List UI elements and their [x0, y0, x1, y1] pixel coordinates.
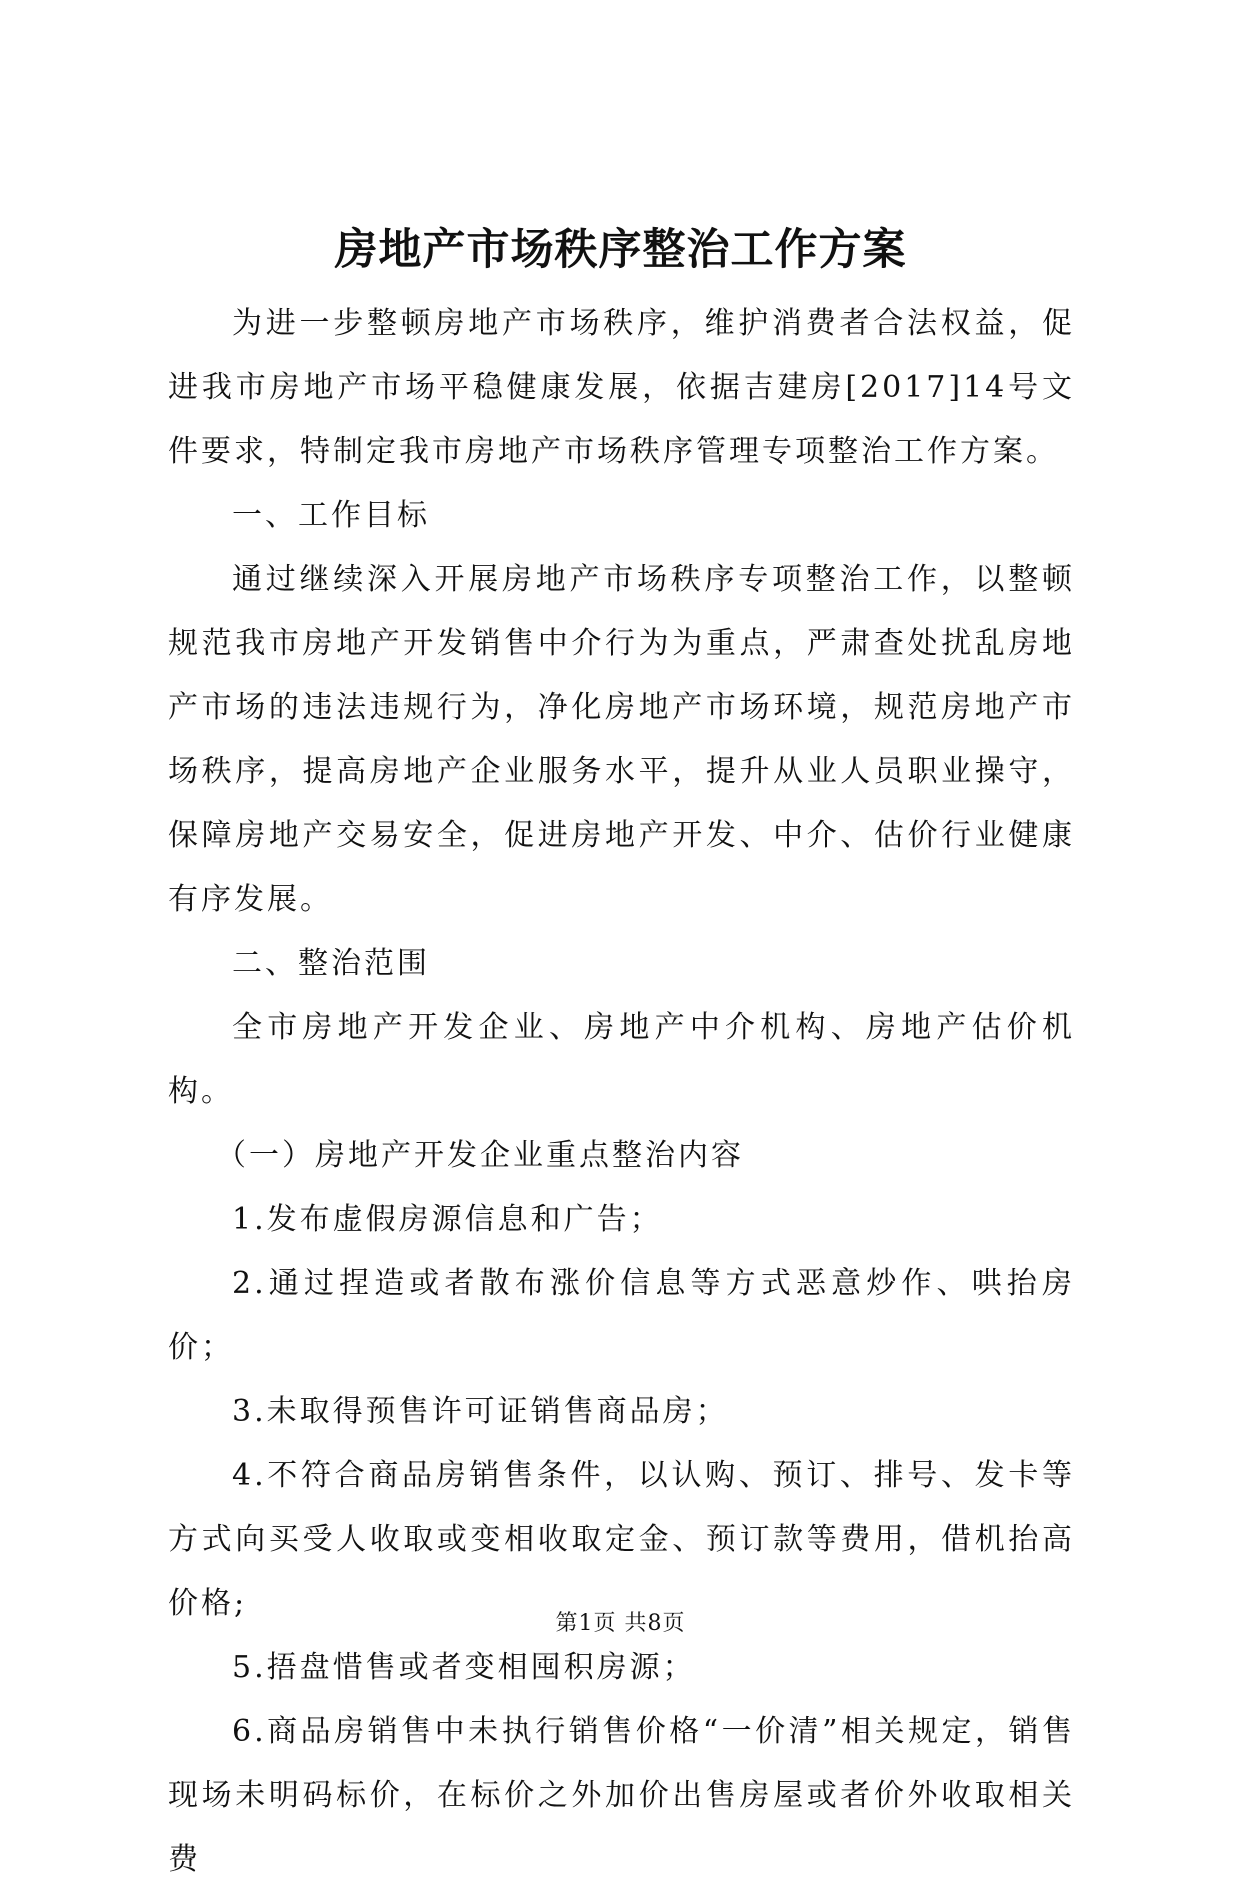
list-item: 6.商品房销售中未执行销售价格“一价清”相关规定，销售现场未明码标价，在标价之外加价出售房屋或者价外收取相关费 — [168, 1714, 1075, 1877]
list-item: 5.捂盘惜售或者变相囤积房源； — [232, 1650, 696, 1685]
list-item: 1.发布虚假房源信息和广告； — [232, 1202, 663, 1237]
list-item: 2.通过捏造或者散布涨价信息等方式恶意炒作、哄抬房价； — [168, 1266, 1075, 1365]
goals-paragraph: 通过继续深入开展房地产市场秩序专项整治工作，以整顿规范我市房地产开发销售中介行为为重点，严肃查处扰乱房地产市场的违法违规行为，净化房地产市场环境，规范房地产市场秩序，提高房地产企业服务水平，提升从业人员职业操守，保障房地产交易安全，促进房地产开发、中介、估价行业健康有序发展。 — [168, 562, 1075, 917]
document-title: 房地产市场秩序整治工作方案 — [334, 225, 907, 275]
list-item: 4.不符合商品房销售条件，以认购、预订、排号、发卡等方式向买受人收取或变相收取定金、预订款等费用，借机抬高价格; — [168, 1458, 1075, 1621]
page-number: 第1页 共8页 — [555, 1611, 686, 1636]
subsection-heading-developers: （一）房地产开发企业重点整治内容 — [216, 1138, 744, 1173]
section-heading-scope: 二、整治范围 — [232, 946, 430, 981]
scope-paragraph: 全市房地产开发企业、房地产中介机构、房地产估价机构。 — [168, 1010, 1075, 1109]
list-item: 3.未取得预售许可证销售商品房； — [232, 1394, 729, 1429]
document-body — [168, 292, 1075, 1892]
intro-paragraph: 为进一步整顿房地产市场秩序，维护消费者合法权益，促进我市房地产市场平稳健康发展，依据吉建房[2017]14号文件要求，特制定我市房地产市场秩序管理专项整治工作方案。 — [168, 306, 1075, 469]
section-heading-goals: 一、工作目标 — [232, 498, 430, 533]
